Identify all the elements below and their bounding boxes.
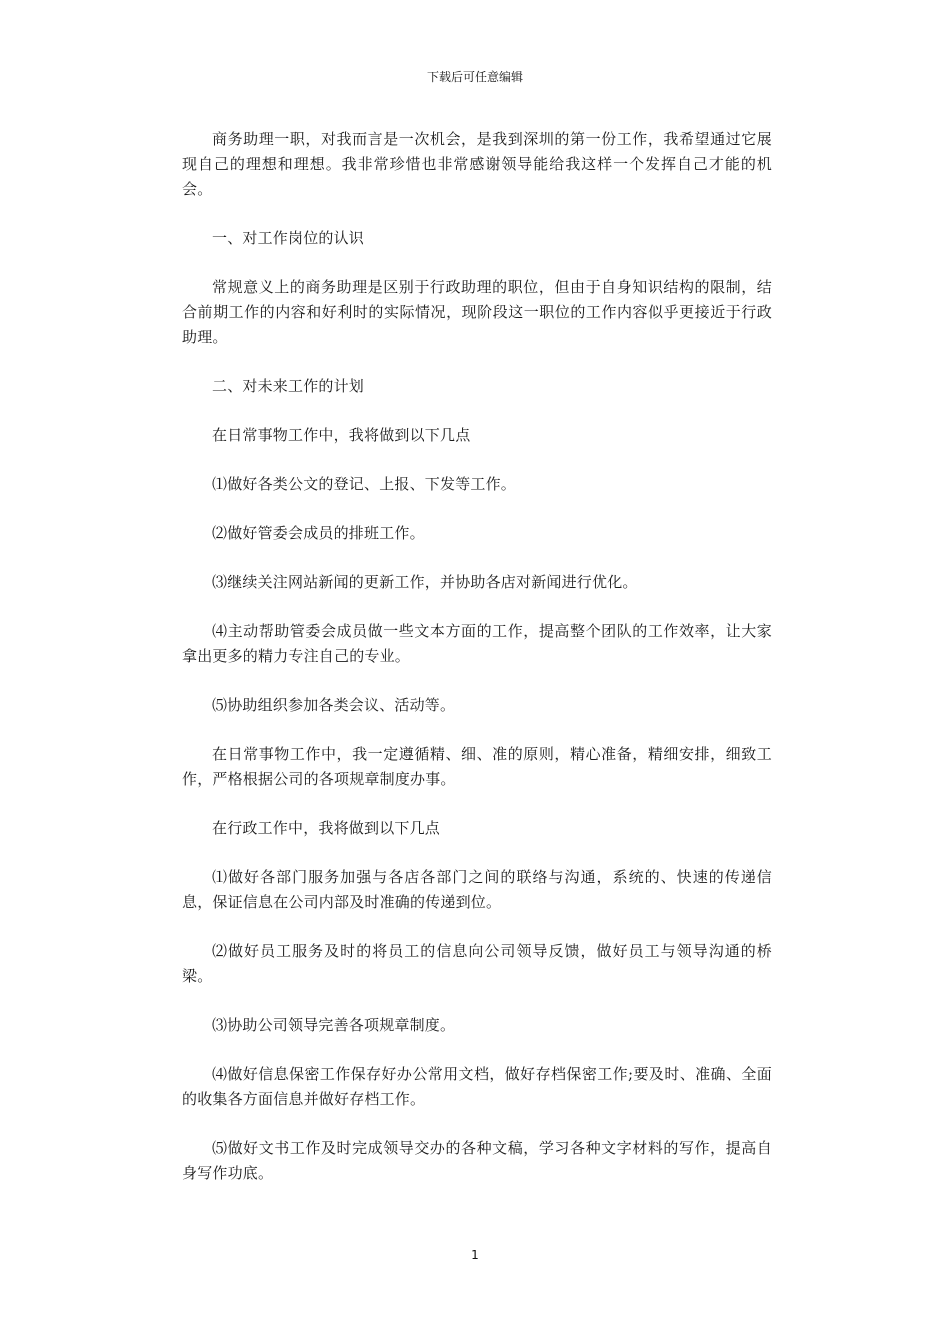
list-item: ⑸协助组织参加各类会议、活动等。 — [212, 696, 456, 714]
list-item: ⑵做好管委会成员的排班工作。 — [212, 524, 425, 542]
header-note: 下载后可任意编辑 — [426, 70, 523, 84]
document-body — [182, 127, 772, 1210]
page-number: 1 — [471, 1248, 479, 1262]
paragraph: 常规意义上的商务助理是区别于行政助理的职位，但由于自身知识结构的限制，结合前期工作的内容和好利时的实际情况，现阶段这一职位的工作内容似乎更接近于行政助理。 — [182, 278, 772, 346]
list-item: ⑷做好信息保密工作保存好办公常用文档，做好存档保密工作;要及时、准确、全面的收集各方面信息并做好存档工作。 — [182, 1065, 772, 1108]
section-heading-1: 一、对工作岗位的认识 — [212, 229, 365, 247]
list-item: ⑵做好员工服务及时的将员工的信息向公司领导反馈，做好员工与领导沟通的桥梁。 — [182, 942, 772, 985]
list-item: ⑷主动帮助管委会成员做一些文本方面的工作，提高整个团队的工作效率，让大家拿出更多的精力专注自己的专业。 — [182, 622, 772, 665]
paragraph: 在行政工作中，我将做到以下几点 — [212, 819, 441, 837]
section-heading-2: 二、对未来工作的计划 — [212, 377, 365, 395]
list-item: ⑶继续关注网站新闻的更新工作，并协助各店对新闻进行优化。 — [212, 573, 638, 591]
paragraph: 在日常事物工作中，我将做到以下几点 — [212, 426, 471, 444]
paragraph: 在日常事物工作中，我一定遵循精、细、准的原则，精心准备，精细安排，细致工作，严格根据公司的各项规章制度办事。 — [182, 745, 772, 788]
list-item: ⑴做好各部门服务加强与各店各部门之间的联络与沟通，系统的、快速的传递信息，保证信息在公司内部及时准确的传递到位。 — [182, 868, 772, 911]
paragraph-intro: 商务助理一职，对我而言是一次机会，是我到深圳的第一份工作，我希望通过它展现自己的理想和理想。我非常珍惜也非常感谢领导能给我这样一个发挥自己才能的机会。 — [182, 130, 772, 198]
list-item: ⑶协助公司领导完善各项规章制度。 — [212, 1016, 456, 1034]
list-item: ⑸做好文书工作及时完成领导交办的各种文稿，学习各种文字材料的写作，提高自身写作功底。 — [182, 1139, 772, 1182]
list-item: ⑴做好各类公文的登记、上报、下发等工作。 — [212, 475, 517, 493]
